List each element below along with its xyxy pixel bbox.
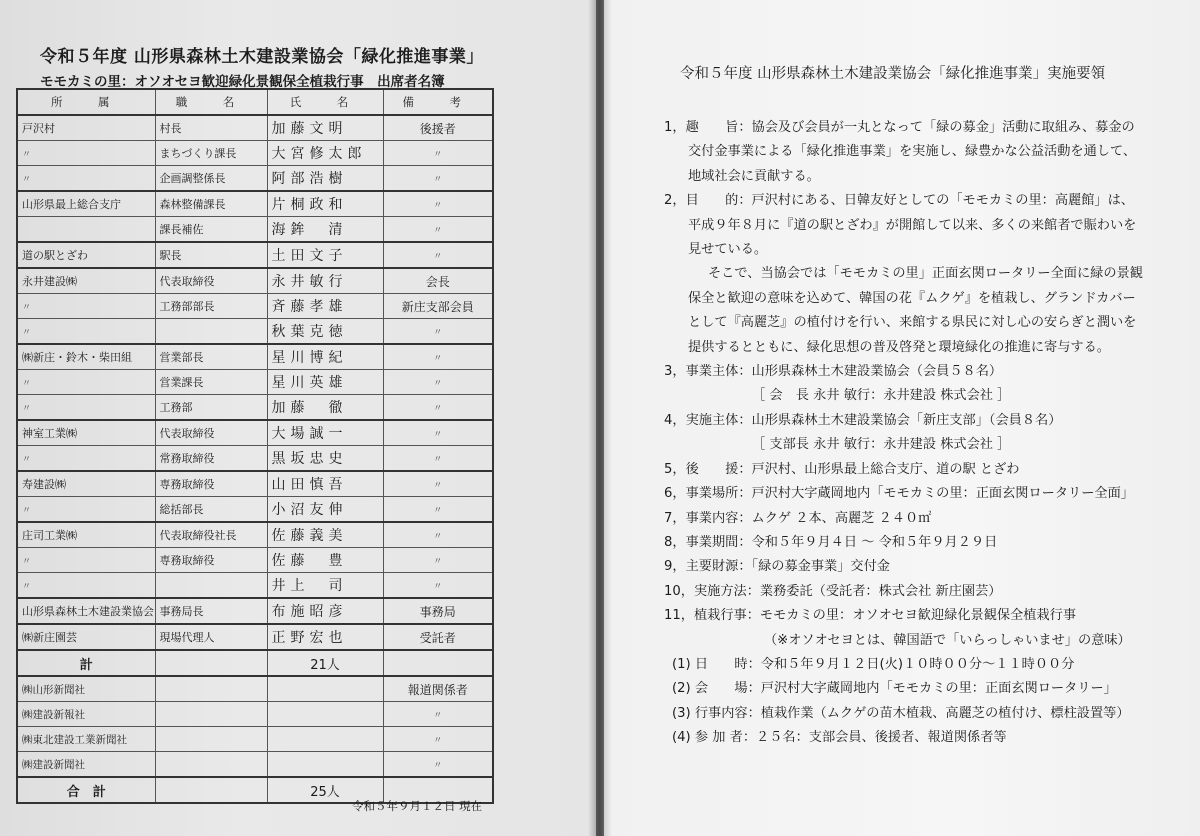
subtotal-label: 計	[17, 650, 155, 676]
remark-cell: 〃	[383, 191, 493, 217]
subtotal-row	[17, 650, 493, 676]
table-row	[17, 294, 493, 319]
affiliation-cell: 〃	[17, 319, 155, 345]
remark-cell: 〃	[383, 497, 493, 523]
guideline-line: (3) 行事内容：植栽作業（ムクゲの苗木植栽、高麗芝の植付け、標柱設置等）	[672, 705, 1130, 721]
total-label: 合 計	[17, 777, 155, 803]
empty-cell	[155, 752, 267, 778]
name-cell: 秋葉克徳	[267, 319, 383, 345]
remark-cell: 〃	[383, 522, 493, 548]
remark-cell: 〃	[383, 166, 493, 192]
guideline-line: 5，後 援：戸沢村、山形県最上総合支庁、道の駅 とざわ	[664, 461, 1020, 477]
press-row	[17, 727, 493, 752]
position-cell: 事務局長	[155, 598, 267, 624]
press-remark-cell: 〃	[383, 702, 493, 727]
guideline-line: 提供するとともに、緑化思想の普及啓発と環境緑化の推進に寄与する。	[688, 339, 1110, 355]
header-name: 氏 名	[267, 89, 383, 115]
guideline-line: 見せている。	[688, 242, 768, 258]
table-row	[17, 522, 493, 548]
position-cell: 課長補佐	[155, 217, 267, 243]
affiliation-cell: 〃	[17, 573, 155, 599]
name-cell: 山田慎吾	[267, 471, 383, 497]
table-row	[17, 395, 493, 421]
press-org-cell: ㈱東北建設工業新聞社	[17, 727, 155, 752]
name-cell: 布施昭彦	[267, 598, 383, 624]
remark-cell: 〃	[383, 573, 493, 599]
roster-title: 令和５年度 山形県森林土木建設業協会「緑化推進事業」	[40, 47, 484, 67]
name-cell: 星川英雄	[267, 370, 383, 395]
table-row	[17, 370, 493, 395]
press-remark-cell: 〃	[383, 752, 493, 778]
position-cell	[155, 573, 267, 599]
name-cell: 土田文子	[267, 242, 383, 268]
remark-cell: 〃	[383, 344, 493, 370]
table-header-row	[17, 89, 493, 115]
guideline-line: (1) 日 時：令和５年９月１２日(火)１０時００分～１１時００分	[672, 656, 1075, 672]
guideline-line: そこで、当協会では「モモカミの里」正面玄関ロータリー全面に緑の景観	[708, 266, 1143, 282]
name-cell: 阿部浩樹	[267, 166, 383, 192]
press-row	[17, 752, 493, 778]
guideline-line: (4) 参 加 者：２５名：支部会員、後援者、報道関係者等	[672, 730, 1007, 746]
roster-subtitle: モモカミの里：オソオセヨ歓迎緑化景観保全植栽行事 出席者名簿	[40, 74, 445, 90]
guideline-line: （※オソオセヨとは、韓国語で「いらっしゃいませ」の意味）	[764, 632, 1131, 648]
empty-cell	[155, 777, 267, 803]
press-org-cell: ㈱山形新聞社	[17, 676, 155, 702]
affiliation-cell: 道の駅とざわ	[17, 242, 155, 268]
remark-cell: 〃	[383, 370, 493, 395]
remark-cell: 〃	[383, 242, 493, 268]
affiliation-cell: 寿建設㈱	[17, 471, 155, 497]
position-cell	[155, 319, 267, 345]
table-row	[17, 548, 493, 573]
position-cell: 専務取締役	[155, 471, 267, 497]
affiliation-cell	[17, 217, 155, 243]
table-row	[17, 598, 493, 624]
name-cell: 佐藤 豊	[267, 548, 383, 573]
press-remark-cell: 報道関係者	[383, 676, 493, 702]
empty-cell	[267, 752, 383, 778]
empty-cell	[155, 727, 267, 752]
affiliation-cell: 〃	[17, 446, 155, 472]
position-cell: 駅長	[155, 242, 267, 268]
table-row	[17, 497, 493, 523]
name-cell: 斉藤孝雄	[267, 294, 383, 319]
empty-cell	[155, 676, 267, 702]
remark-cell: 〃	[383, 395, 493, 421]
position-cell: 常務取締役	[155, 446, 267, 472]
table-row	[17, 217, 493, 243]
guideline-line: 平成９年８月に『道の駅とざわ』が開館して以来、多くの来館者で賑わいを	[688, 217, 1137, 233]
name-cell: 海鉾 清	[267, 217, 383, 243]
table-row	[17, 242, 493, 268]
table-row	[17, 141, 493, 166]
table-row	[17, 319, 493, 345]
attendee-rows	[17, 115, 493, 803]
table-row	[17, 191, 493, 217]
guideline-line: 地域社会に貢献する。	[688, 168, 820, 184]
table-row	[17, 166, 493, 192]
guideline-line: ［ 支部長 永井 敏行：永井建設 株式会社 ］	[752, 437, 1011, 453]
position-cell: 村長	[155, 115, 267, 141]
remark-cell: 事務局	[383, 598, 493, 624]
total-count: 25人	[267, 777, 383, 803]
guideline-line: 交付金事業による「緑化推進事業」を実施し、緑豊かな公益活動を通して、	[688, 144, 1137, 160]
remark-cell: 〃	[383, 420, 493, 446]
affiliation-cell: ㈱新庄園芸	[17, 624, 155, 650]
press-remark-cell: 〃	[383, 727, 493, 752]
table-row	[17, 446, 493, 472]
attendee-table	[16, 88, 494, 804]
table-row	[17, 115, 493, 141]
guideline-line: 7，事業内容：ムクゲ ２本、高麗芝 ２４０㎡	[664, 510, 932, 526]
table-row	[17, 420, 493, 446]
position-cell: 代表取締役	[155, 420, 267, 446]
empty-cell	[155, 702, 267, 727]
table-row	[17, 344, 493, 370]
press-row	[17, 676, 493, 702]
table-row	[17, 471, 493, 497]
guideline-line: 9，主要財源：「緑の募金事業」交付金	[664, 559, 890, 575]
position-cell: まちづくり課長	[155, 141, 267, 166]
position-cell: 総括部長	[155, 497, 267, 523]
position-cell: 工務部部長	[155, 294, 267, 319]
position-cell: 代表取締役社長	[155, 522, 267, 548]
guidelines-title: 令和５年度 山形県森林土木建設業協会「緑化推進事業」実施要領	[680, 66, 1106, 82]
affiliation-cell: 〃	[17, 294, 155, 319]
empty-cell	[267, 727, 383, 752]
name-cell: 小沼友伸	[267, 497, 383, 523]
name-cell: 永井敏行	[267, 268, 383, 294]
affiliation-cell: 永井建設㈱	[17, 268, 155, 294]
table-row	[17, 573, 493, 599]
name-cell: 佐藤義美	[267, 522, 383, 548]
name-cell: 加藤文明	[267, 115, 383, 141]
header-remarks: 備 考	[383, 89, 493, 115]
remark-cell: 後援者	[383, 115, 493, 141]
remark-cell: 〃	[383, 548, 493, 573]
position-cell: 森林整備課長	[155, 191, 267, 217]
affiliation-cell: 〃	[17, 370, 155, 395]
page-fold-shadow	[588, 0, 612, 836]
remark-cell: 〃	[383, 446, 493, 472]
header-position: 職 名	[155, 89, 267, 115]
position-cell: 専務取締役	[155, 548, 267, 573]
name-cell: 加藤 徹	[267, 395, 383, 421]
name-cell: 井上 司	[267, 573, 383, 599]
guideline-line: 1，趣 旨：協会及び会員が一丸となって「緑の募金」活動に取組み、募金の	[664, 120, 1135, 135]
guideline-line: 11，植栽行事：モモカミの里：オソオセヨ歓迎緑化景観保全植栽行事	[664, 608, 1077, 624]
name-cell: 黒坂忠史	[267, 446, 383, 472]
guideline-line: 3，事業主体：山形県森林土木建設業協会（会員５８名）	[664, 364, 1003, 380]
name-cell: 片桐政和	[267, 191, 383, 217]
affiliation-cell: ㈱新庄・鈴木・柴田組	[17, 344, 155, 370]
name-cell: 星川博紀	[267, 344, 383, 370]
remark-cell: 新庄支部会員	[383, 294, 493, 319]
position-cell: 企画調整係長	[155, 166, 267, 192]
affiliation-cell: 神室工業㈱	[17, 420, 155, 446]
empty-cell	[267, 702, 383, 727]
position-cell: 工務部	[155, 395, 267, 421]
empty-cell	[267, 676, 383, 702]
position-cell: 現場代理人	[155, 624, 267, 650]
name-cell: 大場誠一	[267, 420, 383, 446]
affiliation-cell: 〃	[17, 395, 155, 421]
remark-cell: 〃	[383, 141, 493, 166]
guidelines-body	[664, 116, 1184, 751]
affiliation-cell: 〃	[17, 141, 155, 166]
remark-cell: 〃	[383, 319, 493, 345]
table-row	[17, 624, 493, 650]
affiliation-cell: 山形県最上総合支庁	[17, 191, 155, 217]
guideline-line: 4，実施主体：山形県森林土木建設業協会「新庄支部」（会員８名）	[664, 412, 1062, 428]
header-affiliation: 所 属	[17, 89, 155, 115]
remark-cell: 受託者	[383, 624, 493, 650]
table-row	[17, 268, 493, 294]
affiliation-cell: 〃	[17, 166, 155, 192]
affiliation-cell: 〃	[17, 548, 155, 573]
guideline-line: 2，目 的：戸沢村にある、日韓友好としての「モモカミの里：高麗館」は、	[664, 193, 1134, 209]
guideline-line: 10，実施方法：業務委託（受託者：株式会社 新庄園芸）	[664, 583, 1002, 599]
press-org-cell: ㈱建設新聞社	[17, 752, 155, 778]
affiliation-cell: 庄司工業㈱	[17, 522, 155, 548]
press-org-cell: ㈱建設新報社	[17, 702, 155, 727]
guideline-line: 8，事業期間：令和５年９月４日 ～ 令和５年９月２９日	[664, 534, 998, 550]
press-row	[17, 702, 493, 727]
affiliation-cell: 戸沢村	[17, 115, 155, 141]
affiliation-cell: 山形県森林土木建設業協会	[17, 598, 155, 624]
remark-cell: 〃	[383, 471, 493, 497]
guideline-line: 保全と歓迎の意味を込めて、韓国の花『ムクゲ』を植栽し、グランドカバー	[688, 290, 1136, 306]
subtotal-count: 21人	[267, 650, 383, 676]
position-cell: 営業部長	[155, 344, 267, 370]
position-cell: 代表取締役	[155, 268, 267, 294]
remark-cell: 〃	[383, 217, 493, 243]
empty-cell	[155, 650, 267, 676]
as-of-date: 令和５年９月１２日 現在	[352, 799, 483, 813]
right-page	[604, 0, 1200, 836]
affiliation-cell: 〃	[17, 497, 155, 523]
guideline-line: ［ 会 長 永井 敏行：永井建設 株式会社 ］	[752, 388, 1011, 404]
guideline-line: として『高麗芝』の植付けを行い、来館する県民に対し心の安らぎと潤いを	[688, 315, 1137, 331]
remark-cell: 会長	[383, 268, 493, 294]
name-cell: 大宮修太郎	[267, 141, 383, 166]
position-cell: 営業課長	[155, 370, 267, 395]
left-page	[0, 0, 596, 836]
empty-cell	[383, 650, 493, 676]
guideline-line: (2) 会 場：戸沢村大字蔵岡地内「モモカミの里：正面玄関ロータリー」	[672, 681, 1117, 697]
name-cell: 正野宏也	[267, 624, 383, 650]
guideline-line: 6，事業場所：戸沢村大字蔵岡地内「モモカミの里：正面玄関ロータリー全面」	[664, 486, 1134, 502]
